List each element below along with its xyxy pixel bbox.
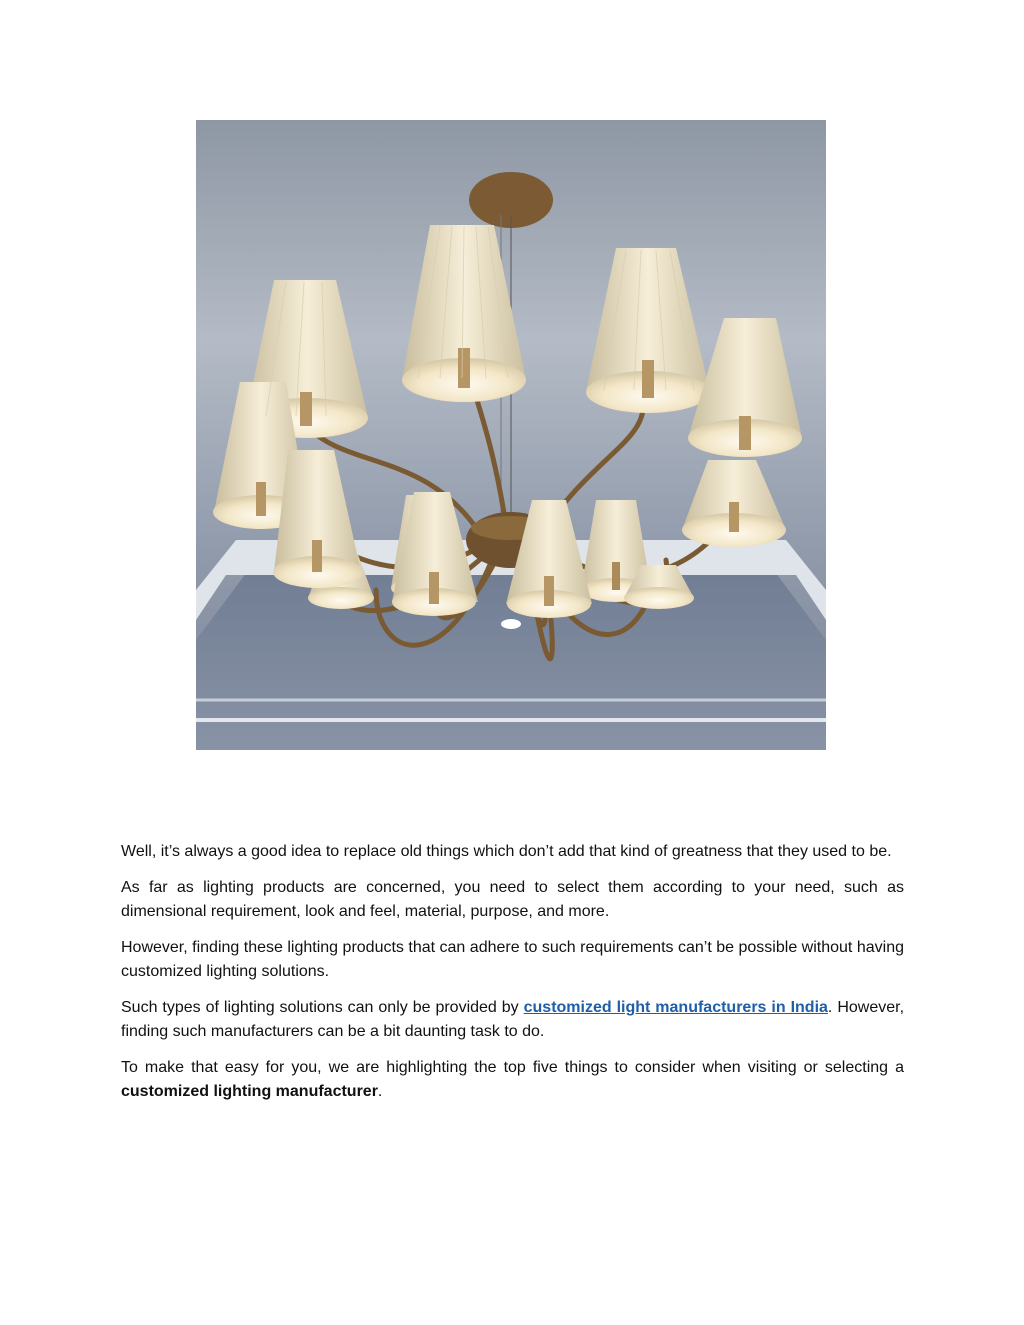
- paragraph-top-five: [121, 1056, 904, 1104]
- paragraph-top-five-tail: .: [377, 1083, 383, 1100]
- manufacturers-link[interactable]: customized light manufacturers in India: [523, 999, 828, 1016]
- paragraph-intro: Well, it’s always a good idea to replace old things which don’t add that kind of greatness that they used to be.: [121, 843, 892, 860]
- paragraph-customized-solutions: However, finding these lighting products that can adhere to such requirements can’t be possible without having customized lighting solutions.: [121, 939, 904, 980]
- paragraph-manufacturers-lead: Such types of lighting solutions can only be provided by: [121, 999, 524, 1016]
- chandelier-photo: [196, 120, 826, 750]
- paragraph-top-five-lead: To make that easy for you, we are highlighting the top five things to consider when visiting or selecting a: [121, 1059, 904, 1076]
- paragraph-requirements: As far as lighting products are concerned, you need to select them according to your need, such as dimensional requirement, look and feel, material, purpose, and more.: [121, 879, 904, 920]
- article-body: [121, 840, 904, 1116]
- paragraph-manufacturers: [121, 996, 904, 1044]
- paragraph-manufacturers-tail: . However, finding such manufacturers can be a bit daunting task to do.: [121, 999, 905, 1040]
- bold-manufacturer-phrase: customized lighting manufacturer: [121, 1083, 378, 1100]
